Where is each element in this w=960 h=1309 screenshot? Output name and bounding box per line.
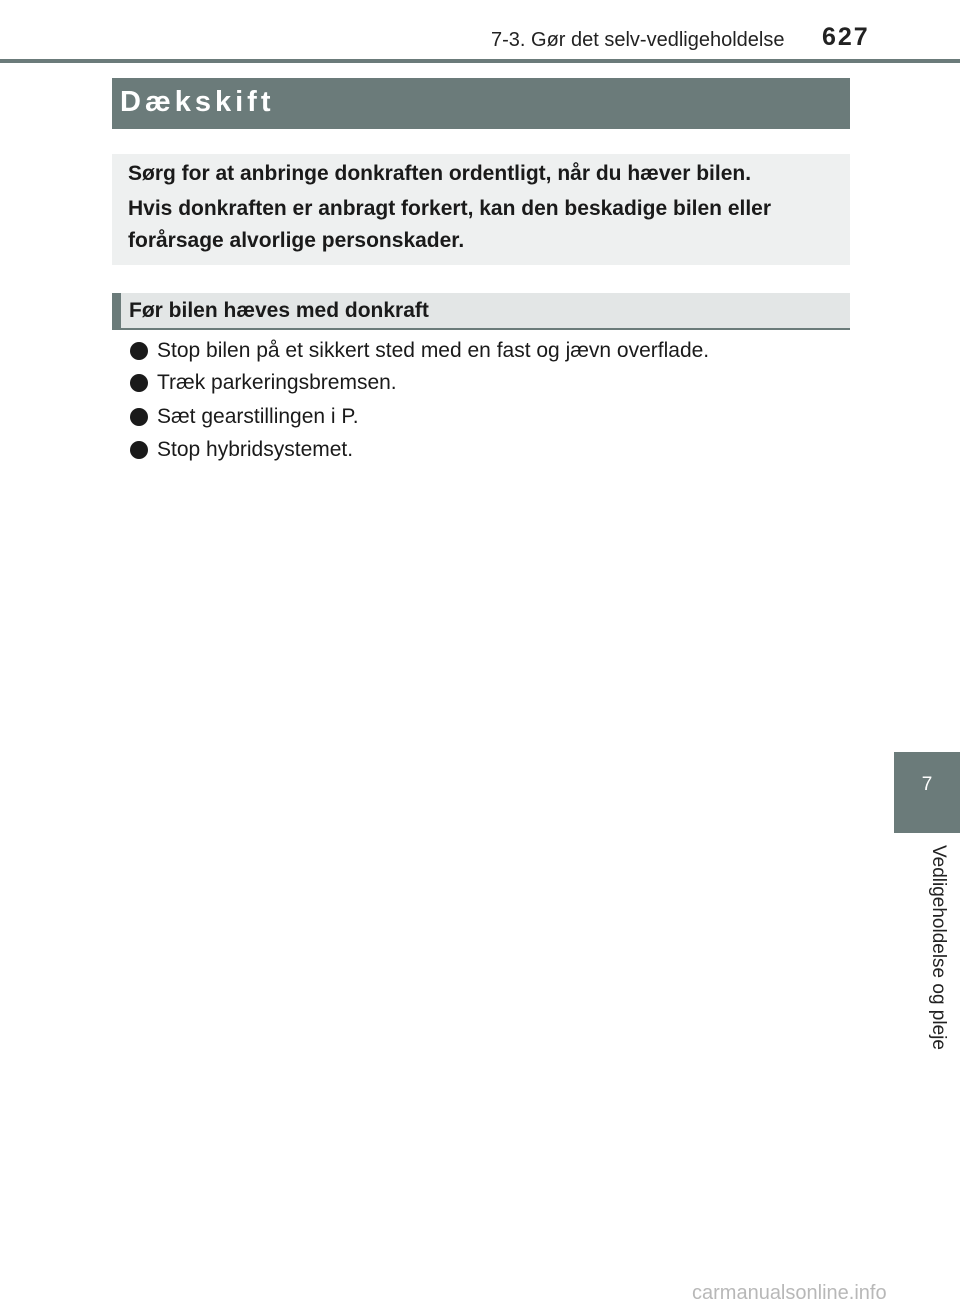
intro-line-2: Hvis donkraften er anbragt forkert, kan den beskadige bilen eller [128, 197, 772, 220]
watermark: carmanualsonline.info [692, 1282, 887, 1304]
list-item [130, 405, 359, 429]
intro-line-3: forårsage alvorlige personskader. [128, 229, 465, 252]
list-item-text: Sæt gearstillingen i P. [157, 405, 359, 428]
list-item-text: Stop bilen på et sikkert sted med en fast og jævn overflade. [157, 339, 710, 362]
list-item [130, 438, 353, 462]
page-title-bar [112, 78, 850, 129]
bullet-icon [130, 441, 148, 459]
subsection-heading-bar [112, 293, 850, 330]
page-title: Dækskift [120, 86, 275, 118]
intro-line-1: Sørg for at anbringe donkraften ordentligt, når du hæver bilen. [128, 162, 752, 185]
chapter-title: Vedligeholdelse og pleje [928, 845, 949, 1050]
intro-box [112, 154, 850, 265]
subsection-accent [112, 293, 121, 328]
chapter-number: 7 [921, 774, 933, 795]
bullet-icon [130, 408, 148, 426]
header-section-title: 7-3. Gør det selv-vedligeholdelse [491, 29, 785, 51]
bullet-icon [130, 342, 148, 360]
list-item [130, 371, 397, 395]
subsection-title: Før bilen hæves med donkraft [129, 299, 429, 322]
header-divider [0, 59, 960, 63]
bullet-icon [130, 374, 148, 392]
list-item-text: Træk parkeringsbremsen. [157, 371, 397, 394]
list-item [130, 339, 709, 363]
page-number: 627 [822, 23, 870, 51]
chapter-tab [894, 752, 960, 833]
list-item-text: Stop hybridsystemet. [157, 438, 354, 461]
